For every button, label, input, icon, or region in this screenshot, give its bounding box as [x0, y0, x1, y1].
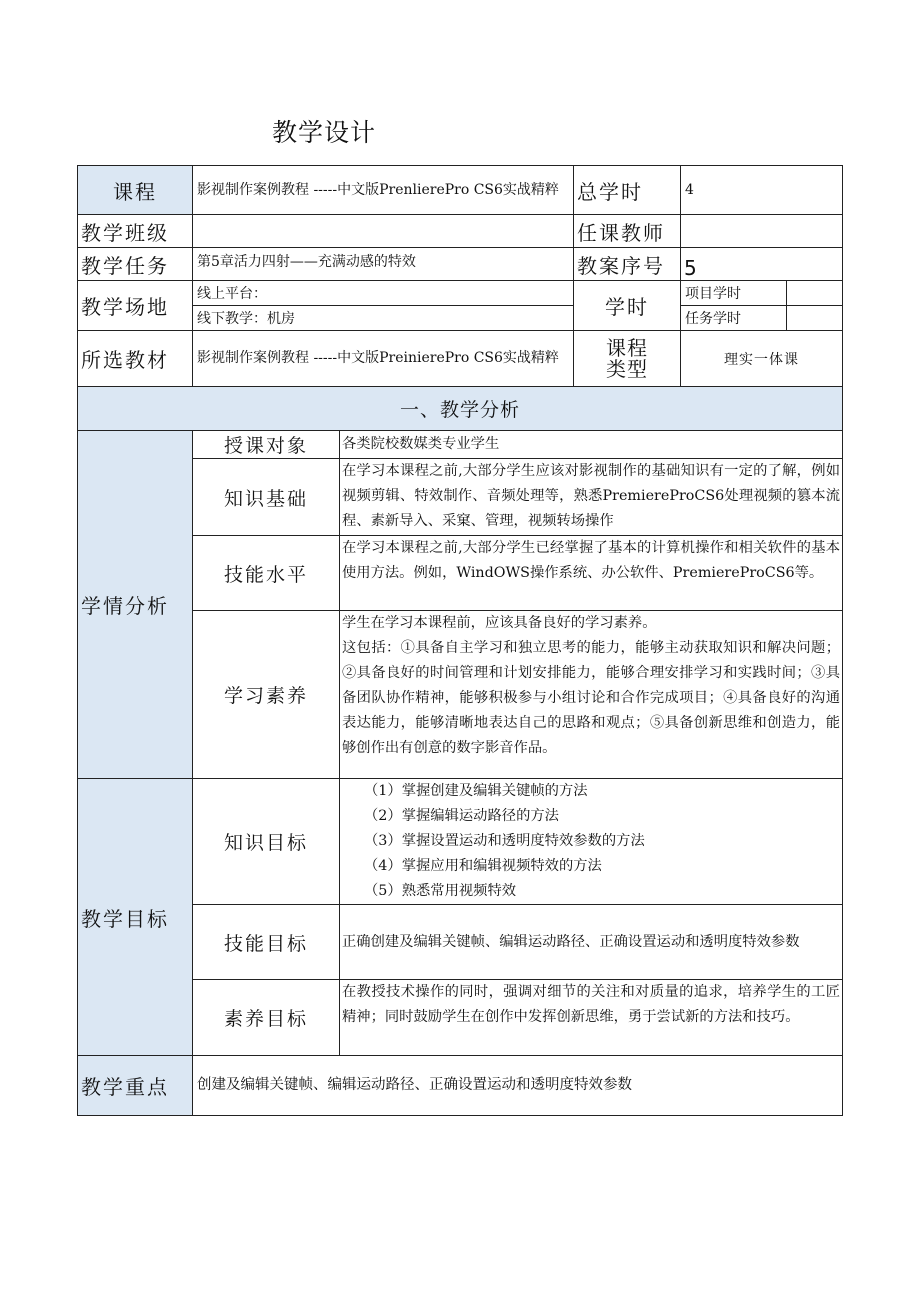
learning-literacy-intro: 学生在学习本课程前，应该具备良好的学习素养。	[342, 615, 657, 631]
knowledge-goal-item: （4）掌握应用和编辑视频特效的方法	[364, 858, 602, 874]
section-heading-row	[78, 387, 843, 431]
venue-offline: 线下教学：机房	[193, 306, 574, 331]
task-hours-label: 任务学时	[681, 306, 787, 331]
task-hours-value	[787, 306, 843, 331]
lesson-plan-table	[77, 165, 843, 1116]
learner-row-audience	[78, 431, 843, 459]
learner-analysis-label: 学情分析	[78, 431, 193, 779]
total-hours-value: 4	[681, 166, 843, 215]
knowledge-goal-item: （1）掌握创建及编辑关键帧的方法	[364, 783, 588, 799]
task-row	[78, 248, 843, 281]
teacher-label: 任课教师	[574, 215, 681, 248]
course-type-value: 理实一体课	[681, 331, 843, 387]
section-heading: 一、教学分析	[78, 387, 843, 431]
textbook-label: 所选教材	[78, 331, 193, 387]
class-row	[78, 215, 843, 248]
teaching-goals-label: 教学目标	[78, 779, 193, 1056]
knowledge-goal-list	[340, 779, 842, 904]
textbook-row	[78, 331, 843, 387]
knowledge-goal-item: （3）掌握设置运动和透明度特效参数的方法	[364, 833, 645, 849]
learner-row-literacy	[78, 611, 843, 779]
textbook-value: 影视制作案例教程 -----中文版PreinierePro CS6实战精粹	[193, 331, 574, 387]
course-type-label-line2: 类型	[606, 356, 648, 381]
skill-level-text: 在学习本课程之前,大部分学生已经掌握了基本的计算机操作和相关软件的基本使用方法。例如，WindOWS操作系统、办公软件、PremiereProCS6等。	[340, 536, 843, 611]
plan-number-value: 5	[681, 248, 843, 281]
project-hours-label: 项目学时	[681, 281, 787, 306]
audience-text: 各类院校数媒类专业学生	[340, 431, 843, 459]
knowledge-base-label: 知识基础	[193, 459, 340, 536]
goals-row-knowledge	[78, 779, 843, 905]
knowledge-goal-item: （2）掌握编辑运动路径的方法	[364, 808, 559, 824]
knowledge-goal-cell	[340, 779, 843, 905]
task-label: 教学任务	[78, 248, 193, 281]
venue-online: 线上平台：	[193, 281, 574, 306]
learner-row-skill	[78, 536, 843, 611]
learner-row-knowledge	[78, 459, 843, 536]
task-value: 第5章活力四射——充满动感的特效	[193, 248, 574, 281]
course-row	[78, 166, 843, 215]
literacy-goal-label: 素养目标	[193, 980, 340, 1056]
venue-row-offline	[78, 306, 843, 331]
key-points-text: 创建及编辑关键帧、编辑运动路径、正确设置运动和透明度特效参数	[193, 1056, 843, 1116]
goals-row-literacy	[78, 980, 843, 1056]
knowledge-goal-label: 知识目标	[193, 779, 340, 905]
course-type-label	[574, 331, 681, 387]
skill-level-label: 技能水平	[193, 536, 340, 611]
skill-goal-text: 正确创建及编辑关键帧、编辑运动路径、正确设置运动和透明度特效参数	[340, 905, 843, 980]
teacher-value	[681, 215, 843, 248]
total-hours-label: 总学时	[574, 166, 681, 215]
class-label: 教学班级	[78, 215, 193, 248]
course-label: 课程	[78, 166, 193, 215]
course-type-label-line1: 课程	[606, 335, 648, 360]
key-points-row	[78, 1056, 843, 1116]
knowledge-goal-item: （5）熟悉常用视频特效	[364, 883, 517, 899]
document-title: 教学设计	[272, 118, 377, 147]
venue-row-online	[78, 281, 843, 306]
learning-literacy-cell	[340, 611, 843, 779]
learning-literacy-label: 学习素养	[193, 611, 340, 779]
skill-goal-label: 技能目标	[193, 905, 340, 980]
goals-row-skill	[78, 905, 843, 980]
literacy-goal-text: 在教授技术操作的同时，强调对细节的关注和对质量的追求，培养学生的工匠精神；同时鼓励学生在创作中发挥创新思维，勇于尝试新的方法和技巧。	[340, 980, 843, 1056]
class-value	[193, 215, 574, 248]
plan-number-label: 教案序号	[574, 248, 681, 281]
knowledge-base-text: 在学习本课程之前,大部分学生应该对影视制作的基础知识有一定的了解，例如视频剪辑、特效制作、音频处理等，熟悉PremiereProCS6处理视频的篡本流程、素新导入、采窠、管理，视频转场操作	[340, 459, 843, 536]
learning-literacy-text: 这包括：①具备自主学习和独立思考的能力，能够主动获取知识和解决问题；②具备良好的时间管理和计划安排能力，能够合理安排学习和实践时间；③具备团队协作精神，能够积极参与小组讨论和合作完成项目；④具备良好的沟通表达能力，能够清晰地表达自己的思路和观点；⑤具备创新思维和创造力，能够创作出有创意的数字影音作品。	[342, 640, 841, 756]
project-hours-value	[787, 281, 843, 306]
venue-label: 教学场地	[78, 281, 193, 331]
hours-label: 学时	[574, 281, 681, 331]
key-points-label: 教学重点	[78, 1056, 193, 1116]
course-value: 影视制作案例教程 -----中文版PrenlierePro CS6实战精粹	[193, 166, 574, 215]
audience-label: 授课对象	[193, 431, 340, 459]
